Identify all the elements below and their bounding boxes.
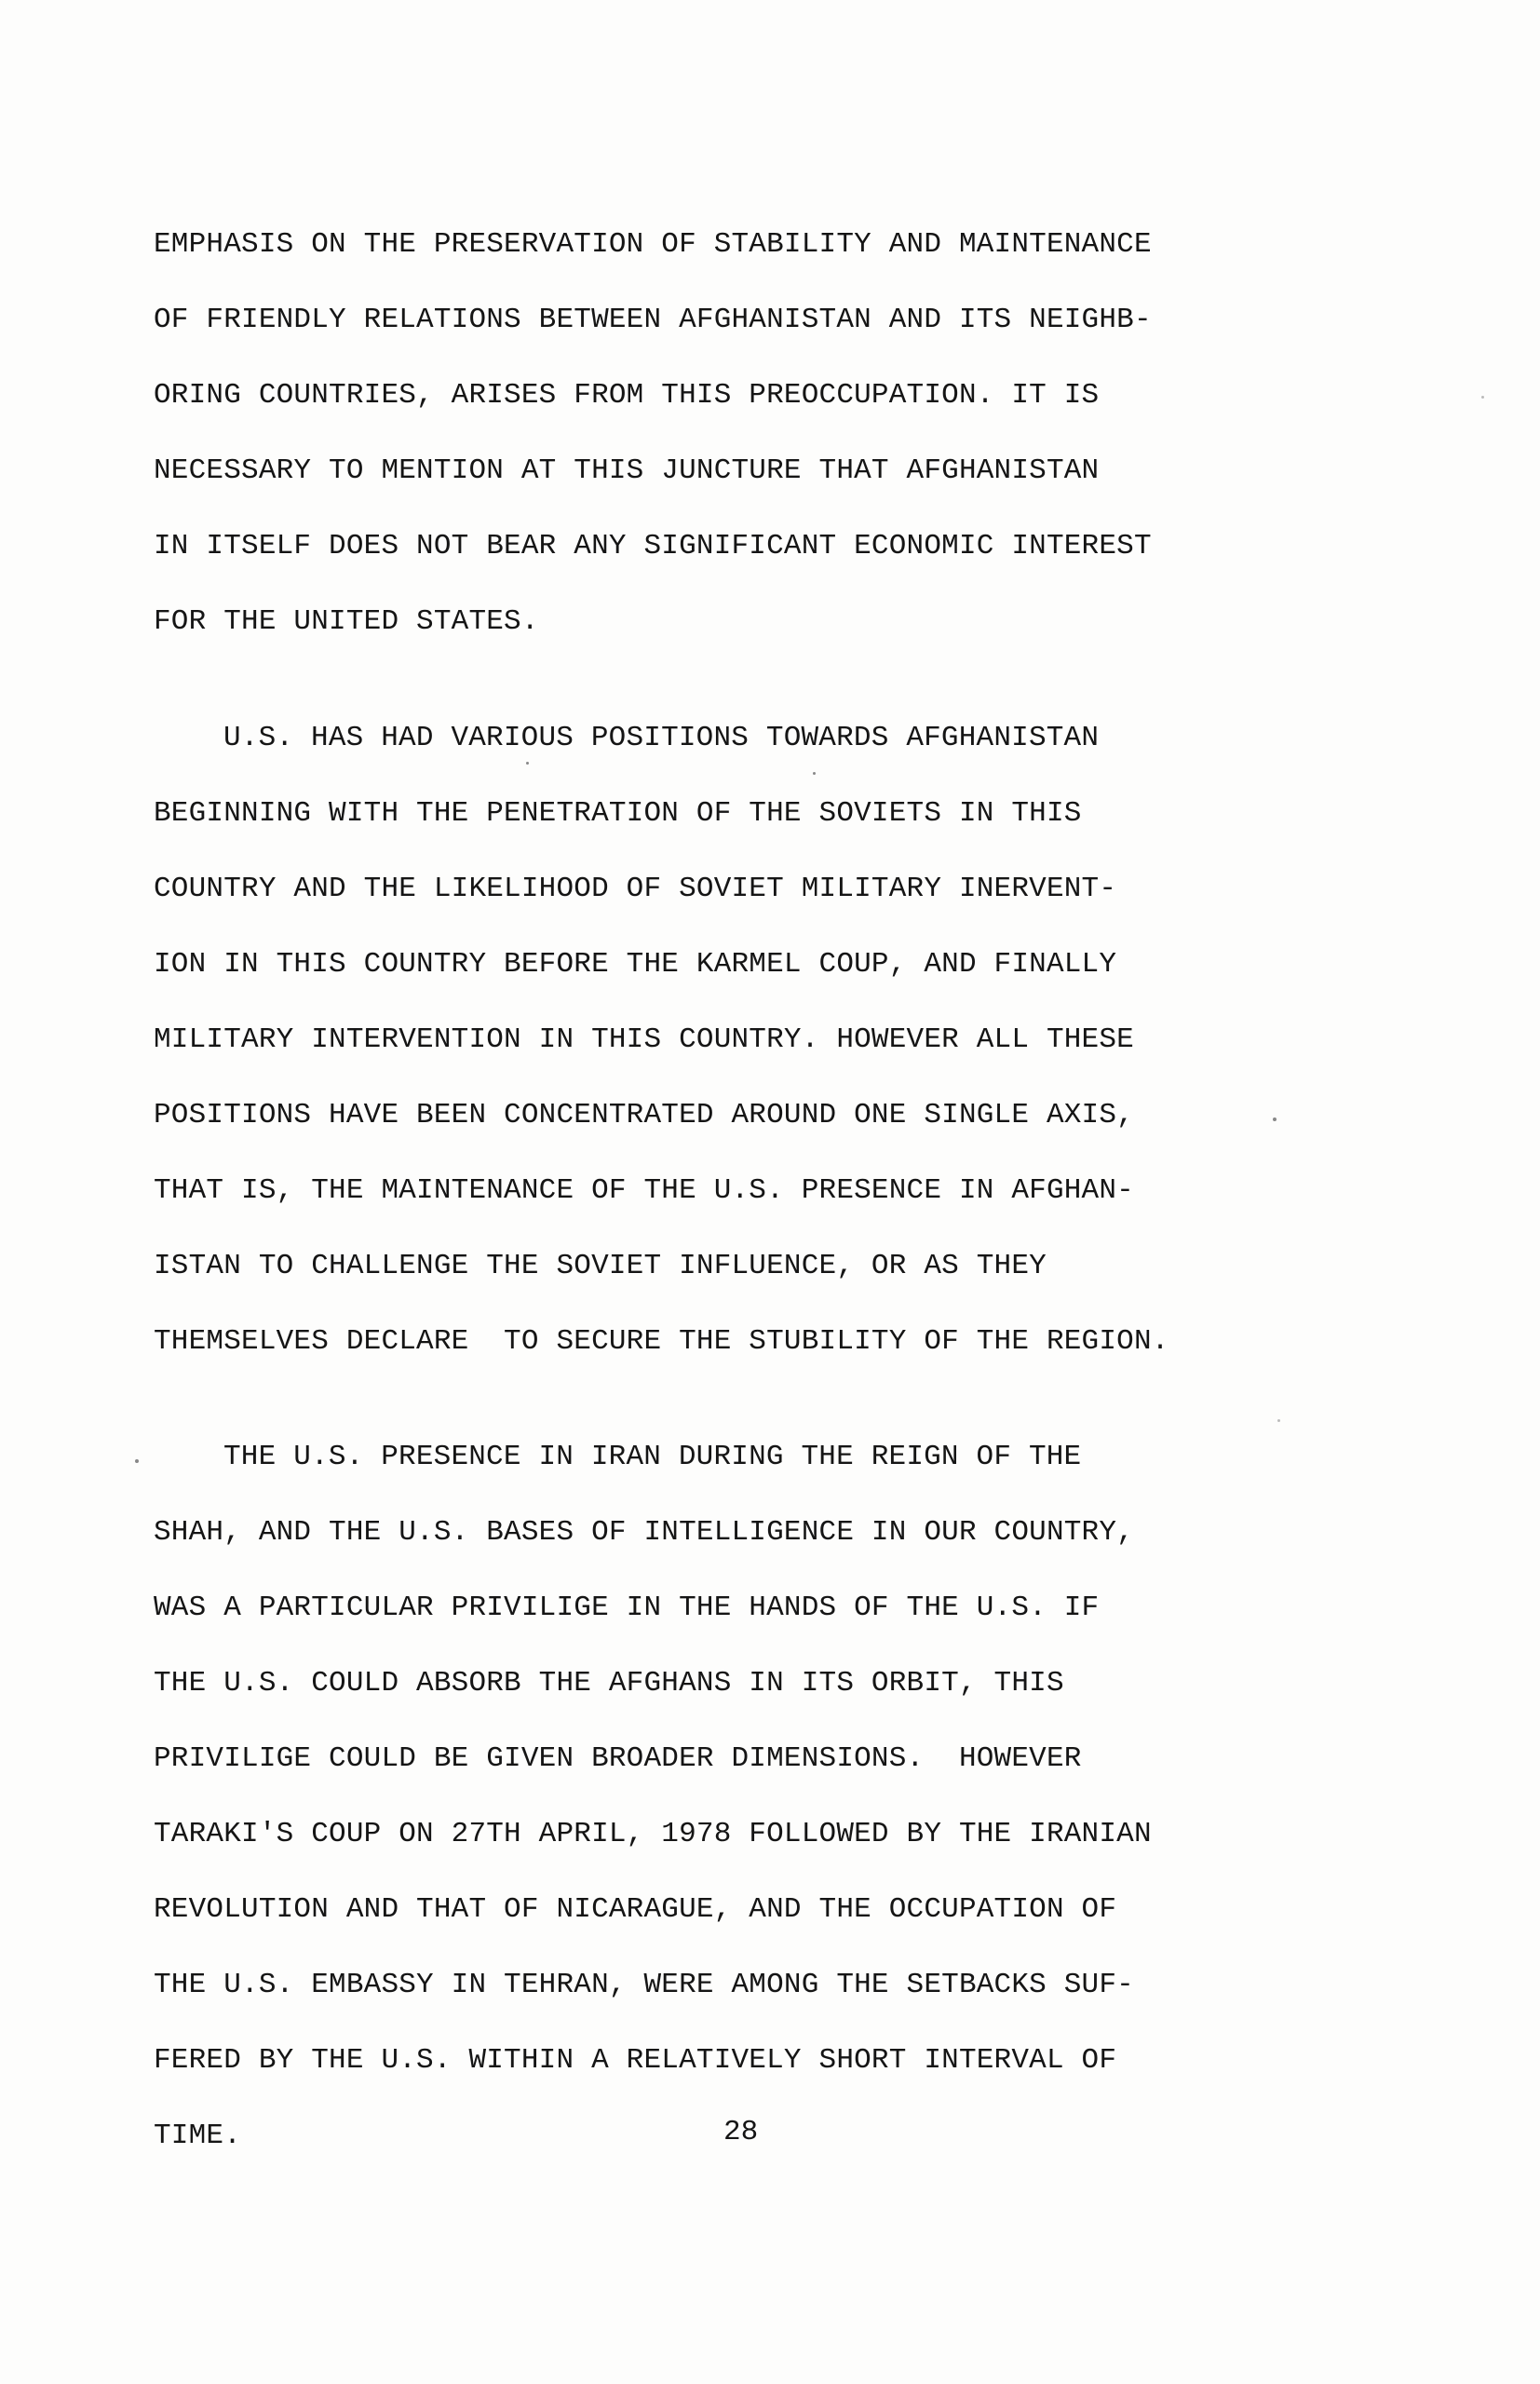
text-line: MILITARY INTERVENTION IN THIS COUNTRY. HOWEVER ALL THESE bbox=[154, 1023, 1134, 1056]
text-line: ISTAN TO CHALLENGE THE SOVIET INFLUENCE, OR AS THEY bbox=[154, 1250, 1047, 1282]
text-line: FERED BY THE U.S. WITHIN A RELATIVELY SHORT INTERVAL OF bbox=[154, 2044, 1117, 2077]
text-line: SHAH, AND THE U.S. BASES OF INTELLIGENCE IN OUR COUNTRY, bbox=[154, 1516, 1134, 1549]
text-line: ORING COUNTRIES, ARISES FROM THIS PREOCCUPATION. IT IS bbox=[154, 379, 1100, 412]
text-line: WAS A PARTICULAR PRIVILIGE IN THE HANDS OF THE U.S. IF bbox=[154, 1592, 1100, 1624]
text-line: OF FRIENDLY RELATIONS BETWEEN AFGHANISTAN AND ITS NEIGHB- bbox=[154, 304, 1152, 336]
scan-speck bbox=[526, 762, 529, 765]
text-line: THE U.S. PRESENCE IN IRAN DURING THE REIGN OF THE bbox=[223, 1441, 1082, 1473]
text-line: IN ITSELF DOES NOT BEAR ANY SIGNIFICANT ECONOMIC INTEREST bbox=[154, 530, 1152, 562]
scan-speck bbox=[135, 1459, 139, 1463]
scan-speck bbox=[1481, 396, 1484, 399]
text-line: ION IN THIS COUNTRY BEFORE THE KARMEL COUP, AND FINALLY bbox=[154, 948, 1117, 981]
text-line: REVOLUTION AND THAT OF NICARAGUE, AND THE OCCUPATION OF bbox=[154, 1893, 1117, 1926]
text-line: EMPHASIS ON THE PRESERVATION OF STABILITY AND MAINTENANCE bbox=[154, 228, 1152, 261]
text-line: THE U.S. EMBASSY IN TEHRAN, WERE AMONG THE SETBACKS SUF- bbox=[154, 1969, 1134, 2001]
text-line: POSITIONS HAVE BEEN CONCENTRATED AROUND ONE SINGLE AXIS, bbox=[154, 1099, 1134, 1131]
text-line: BEGINNING WITH THE PENETRATION OF THE SOVIETS IN THIS bbox=[154, 797, 1082, 830]
text-line: THE U.S. COULD ABSORB THE AFGHANS IN ITS ORBIT, THIS bbox=[154, 1667, 1064, 1700]
scan-speck bbox=[1277, 1419, 1280, 1422]
page-number: 28 bbox=[723, 2116, 759, 2148]
text-line: FOR THE UNITED STATES. bbox=[154, 605, 539, 638]
text-line: TARAKI'S COUP ON 27TH APRIL, 1978 FOLLOWED BY THE IRANIAN bbox=[154, 1818, 1152, 1850]
text-line: THAT IS, THE MAINTENANCE OF THE U.S. PRESENCE IN AFGHAN- bbox=[154, 1174, 1134, 1207]
text-line: PRIVILIGE COULD BE GIVEN BROADER DIMENSIONS. HOWEVER bbox=[154, 1742, 1082, 1775]
text-line: NECESSARY TO MENTION AT THIS JUNCTURE THAT AFGHANISTAN bbox=[154, 454, 1100, 487]
text-line: THEMSELVES DECLARE TO SECURE THE STUBILITY OF THE REGION. bbox=[154, 1325, 1169, 1358]
scan-speck bbox=[813, 772, 816, 775]
text-line: COUNTRY AND THE LIKELIHOOD OF SOVIET MILITARY INERVENT- bbox=[154, 873, 1117, 905]
scan-speck bbox=[1273, 1118, 1277, 1121]
text-line: TIME. bbox=[154, 2120, 242, 2152]
text-line: U.S. HAS HAD VARIOUS POSITIONS TOWARDS AFGHANISTAN bbox=[223, 722, 1100, 754]
